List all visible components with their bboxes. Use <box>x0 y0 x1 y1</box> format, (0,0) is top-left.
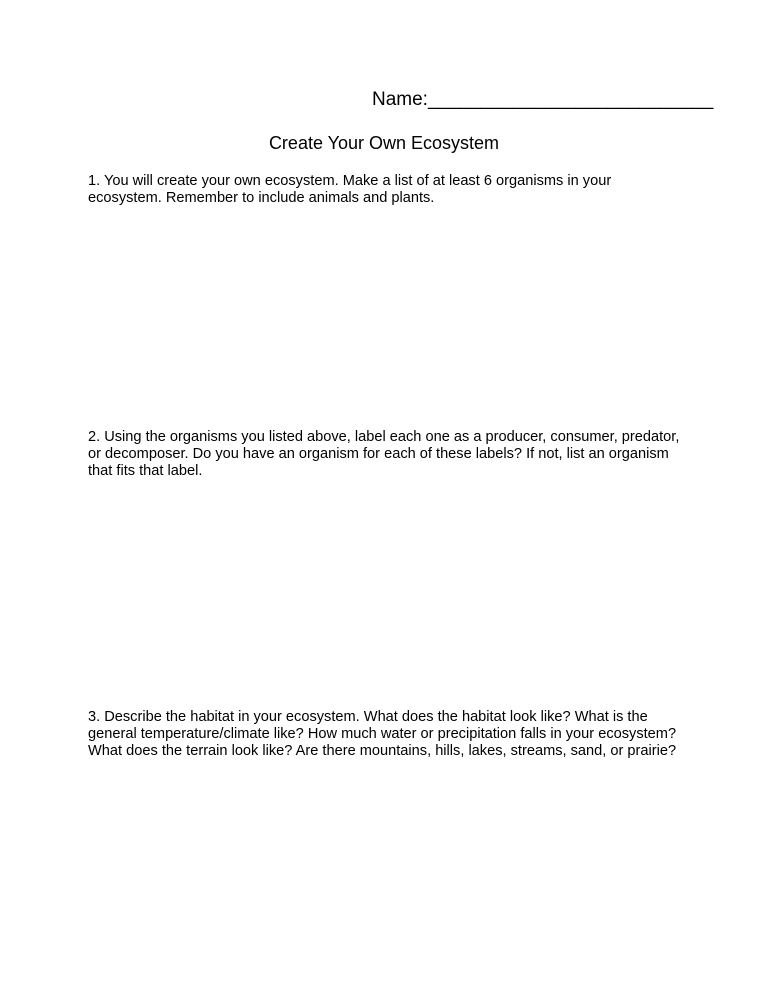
question-2: 2. Using the organisms you listed above, label each one as a producer, consumer, predator, or decomposer. Do you have an organism for each of these labels? If not, list an organism that fits that label. <box>88 429 680 479</box>
question-1: 1. You will create your own ecosystem. Make a list of at least 6 organisms in your ecosystem. Remember to include animals and plants. <box>88 173 612 206</box>
worksheet-title: Create Your Own Ecosystem <box>268 133 500 153</box>
name-field-line: Name:___________________________ <box>372 89 714 110</box>
question-3: 3. Describe the habitat in your ecosystem. What does the habitat look like? What is the general temperature/climate like? How much water or precipitation falls in your ecosystem? What does the terrain look like? Are there mountains, hills, lakes, streams, sand, or prairie? <box>88 709 677 759</box>
